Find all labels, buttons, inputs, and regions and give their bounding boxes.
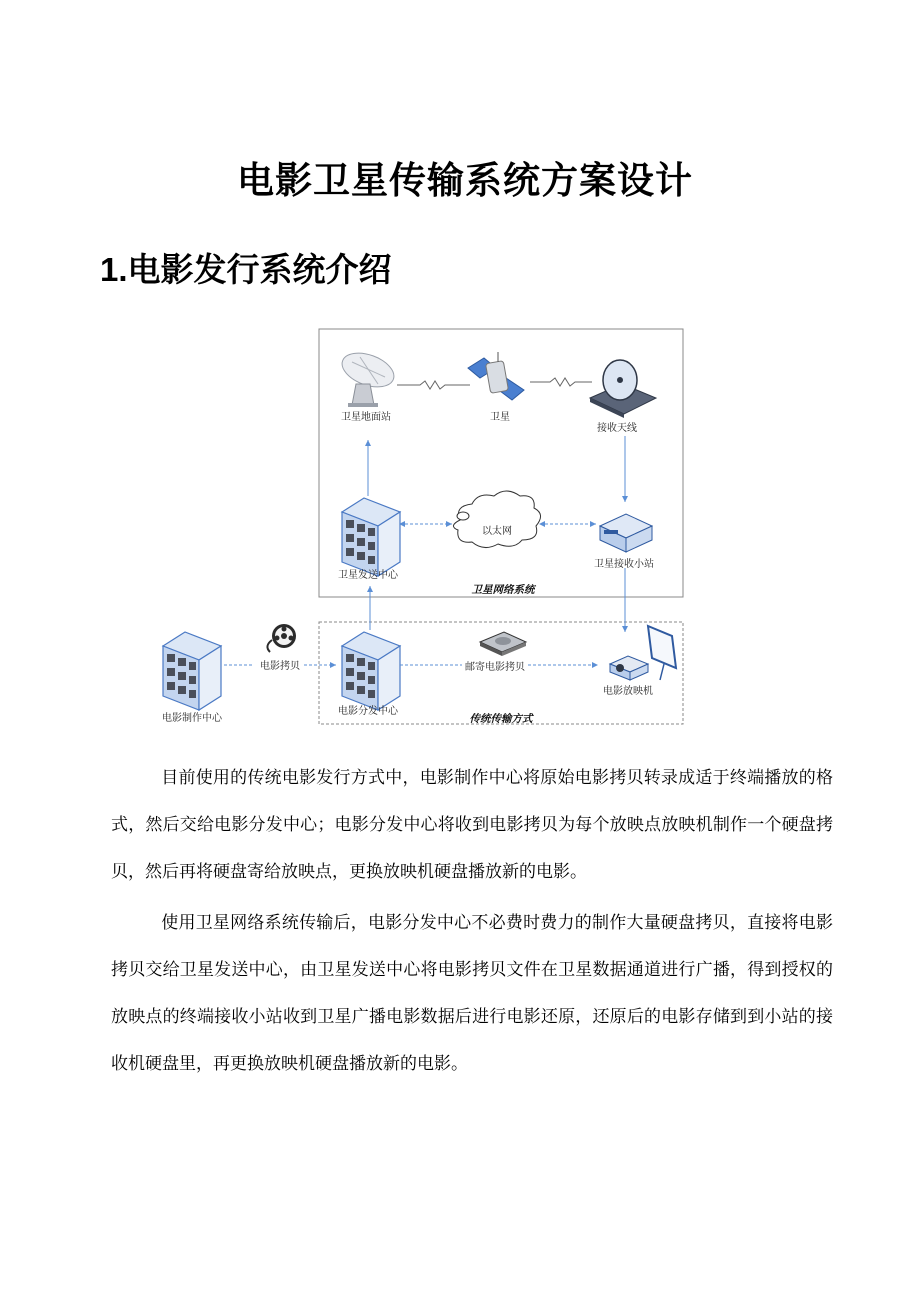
section-number: 1.	[100, 251, 128, 288]
receive-station-icon	[600, 514, 652, 552]
satellite-network-label: 卫星网络系统	[471, 584, 535, 596]
paragraph-2-text: 使用卫星网络系统传输后，电影分发中心不必费时费力的制作大量硬盘拷贝，直接将电影拷贝交给卫星发送中心，由卫星发送中心将电影拷贝文件在卫星数据通道进行广播，得到授权的放映点的终端接收小站收到卫星广播电影数据后进行电影还原，还原后的电影存储到到小站的接收机硬盘里，再更换放映机硬盘播放新的电影。	[111, 913, 833, 1074]
paragraph-1	[111, 755, 833, 896]
receive-station-label: 卫星接收小站	[594, 559, 654, 570]
uplink-signal	[397, 381, 470, 389]
distribution-center-building-icon	[342, 632, 400, 710]
downlink-signal	[530, 378, 592, 386]
projector-label: 电影放映机	[603, 686, 653, 697]
projection-screen-icon	[648, 626, 676, 680]
production-center-label: 电影制作中心	[162, 713, 222, 724]
ethernet-cloud-icon	[453, 491, 540, 548]
hard-disk-icon	[480, 632, 526, 656]
projector-icon	[610, 656, 648, 680]
document-title: 电影卫星传输系统方案设计	[237, 159, 693, 202]
film-copy-label: 电影拷贝	[260, 661, 300, 672]
ethernet-label: 以太网	[482, 526, 512, 537]
mail-copy-label: 邮寄电影拷贝	[465, 662, 525, 673]
ground-station-dish-icon	[337, 347, 398, 407]
satellite-icon	[468, 352, 524, 400]
production-center-building-icon	[163, 632, 221, 710]
receive-antenna-label: 接收天线	[597, 423, 637, 434]
film-reel-icon	[267, 624, 296, 652]
ground-station-label: 卫星地面站	[341, 412, 391, 423]
distribution-center-label: 电影分发中心	[338, 706, 398, 717]
paragraph-1-text: 目前使用的传统电影发行方式中，电影制作中心将原始电影拷贝转录成适于终端播放的格式，然后交给电影分发中心；电影分发中心将收到电影拷贝为每个放映点放映机制作一个硬盘拷贝，然后再将硬盘寄给放映点，更换放映机硬盘播放新的电影。	[111, 768, 833, 882]
uplink-center-label: 卫星发送中心	[338, 570, 398, 581]
traditional-label: 传统传输方式	[469, 713, 533, 725]
satellite-label: 卫星	[490, 412, 510, 423]
section-heading-text: 电影发行系统介绍	[127, 250, 392, 289]
paragraph-2	[111, 900, 833, 1088]
uplink-center-building-icon	[342, 498, 400, 576]
receive-antenna-icon	[590, 360, 656, 418]
